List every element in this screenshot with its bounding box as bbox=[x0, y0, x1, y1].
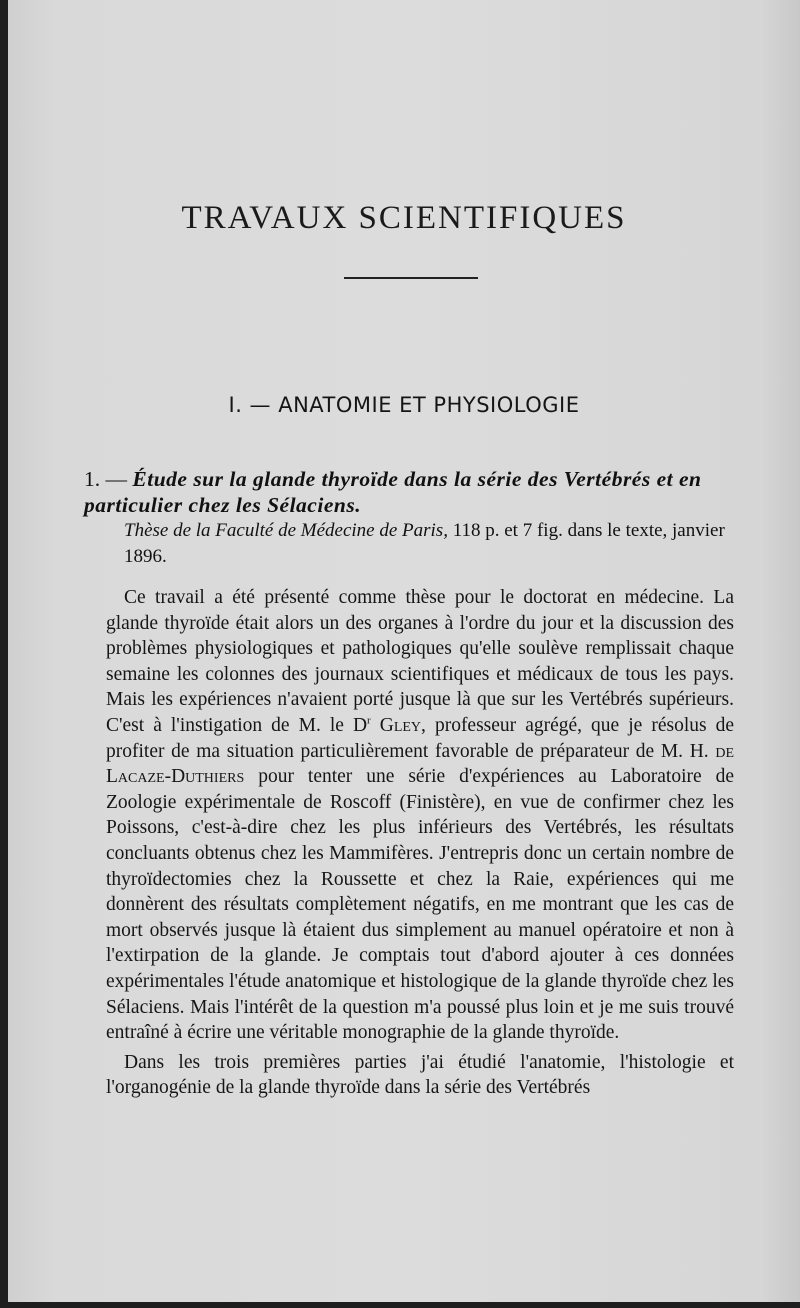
paragraph: Dans les trois premières parties j'ai étudié l'anatomie, l'histologie et l'organogénie de la glande thyroïde dans la série des Vertébrés bbox=[106, 1051, 734, 1099]
entry-heading bbox=[84, 466, 734, 570]
entry-source bbox=[84, 518, 734, 570]
entry-source-name: Thèse de la Faculté de Médecine de Paris, bbox=[124, 520, 448, 541]
entry-source-details: 118 p. et 7 fig. dans le texte, janvier 1896. bbox=[124, 520, 725, 567]
body-text bbox=[106, 585, 734, 1101]
paragraph-text: Ce travail a été présenté comme thèse pour le doctorat en médecine. La glande thyroïde était alors un des organes à l'ordre du jour et la discussion des problèmes physiologiques et pathologiques qu'elle soulève remplissait chaque semaine les colonnes des journaux scientifiques et médicaux de tous les pays. Mais les expériences n'avaient porté jusque là que sur les Vertébrés supérieurs. C'est à l'instigation de M. le D bbox=[106, 587, 734, 736]
section-heading: I. — ANATOMIE ET PHYSIOLOGIE bbox=[228, 393, 580, 417]
paragraph bbox=[106, 585, 734, 1046]
title-divider bbox=[344, 277, 478, 279]
person-name: de Lacaze-Duthiers bbox=[106, 740, 734, 788]
paragraph-text: , professeur agrégé, que je résolus de profiter de ma situation particulièrement favorable de préparateur de M. H. bbox=[106, 714, 735, 762]
page-title: TRAVAUX SCIENTIFIQUES bbox=[181, 200, 627, 236]
superscript: r bbox=[367, 714, 371, 727]
book-page bbox=[8, 0, 800, 1302]
paragraph-text: pour tenter une série d'expériences au Laboratoire de Zoologie expérimentale de Roscoff (Finistère), en vue de confirmer chez les Poissons, c'est-à-dire chez les plus inférieurs des Vertébrés, les résultats concluants obtenus chez les Mammifères. J'entrepris donc un certain nombre de thyroïdectomies chez la Roussette et chez la Raie, expériences qui me donnèrent des résultats complètement négatifs, en me montrant que les cas de mort observés jusque là étaient dus simplement au manuel opératoire et non à l'extirpation de la glande. Je comptais tout d'abord ajouter à ces données expérimentales l'étude anatomique et histologique de la glande thyroïde chez les Sélaciens. Mais l'intérêt de la question m'a poussé plus loin et je me suis trouvé entraîné à écrire une véritable monographie de la glande thyroïde. bbox=[106, 766, 734, 1044]
person-name: Gley bbox=[379, 714, 422, 736]
entry-number: 1. — bbox=[84, 467, 127, 491]
entry-title: Étude sur la glande thyroïde dans la série des Vertébrés et en particulier chez les Sélaciens. bbox=[84, 467, 702, 517]
